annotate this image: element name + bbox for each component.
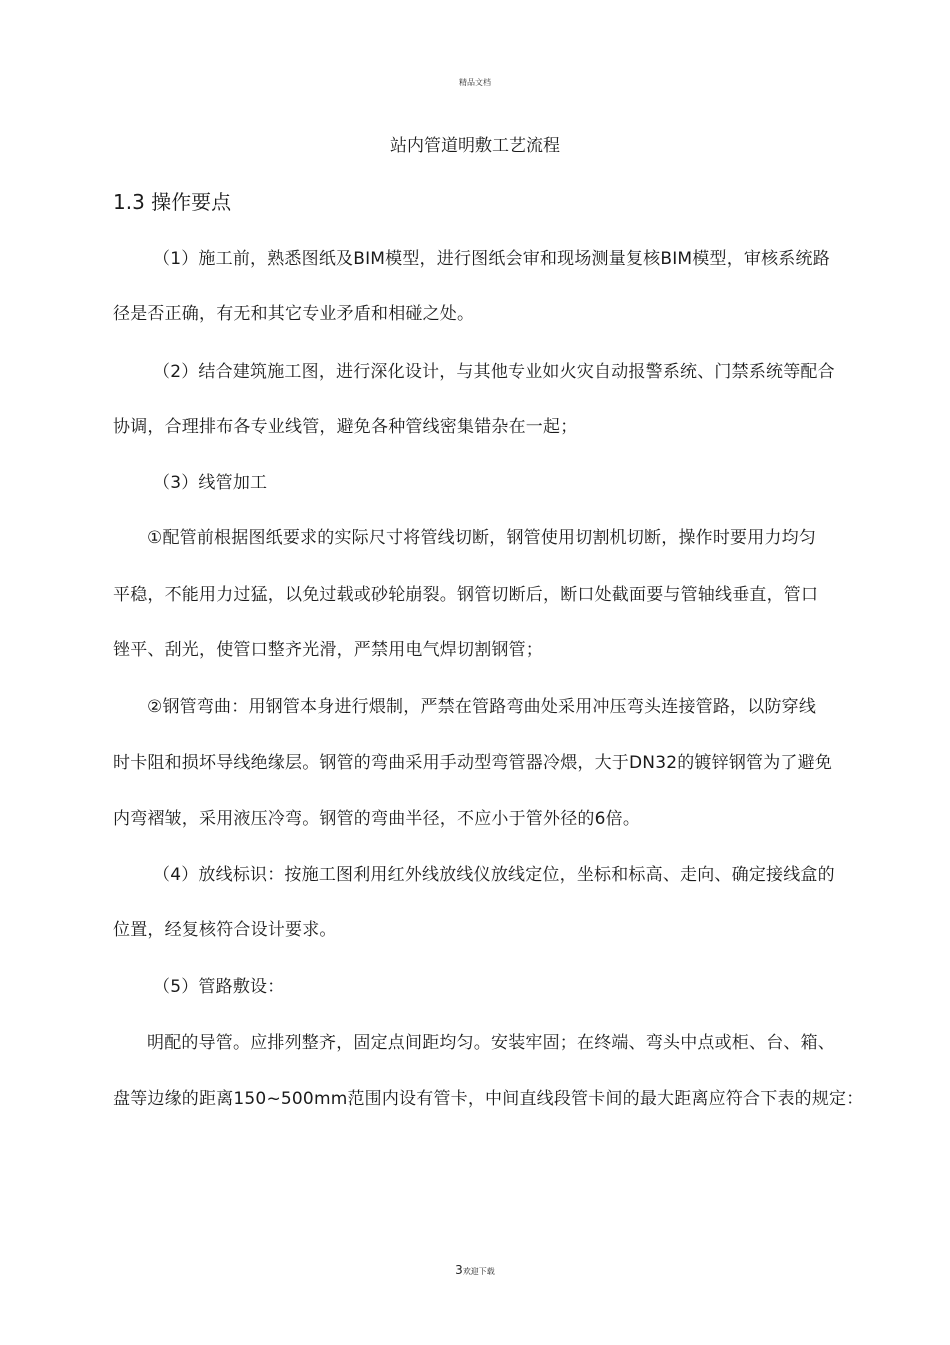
header-note: 精品文档: [459, 78, 491, 87]
paragraph-line: 位置，经复核符合设计要求。: [113, 920, 337, 940]
paragraph-line: ②钢管弯曲：用钢管本身进行煨制，严禁在管路弯曲处采用冲压弯头连接管路，以防穿线: [147, 697, 817, 717]
page-footer: [0, 1263, 950, 1277]
paragraph-line: ①配管前根据图纸要求的实际尺寸将管线切断，钢管使用切割机切断，操作时要用力均匀: [147, 528, 817, 548]
paragraph-line: 明配的导管。应排列整齐，固定点间距均匀。安装牢固；在终端、弯头中点或柜、台、箱、: [147, 1033, 835, 1053]
paragraph-line: 时卡阻和损坏导线绝缘层。钢管的弯曲采用手动型弯管器冷煨，大于DN32的镀锌钢管为了避免: [113, 753, 833, 773]
paragraph-line: （2）结合建筑施工图，进行深化设计，与其他专业如火灾自动报警系统、门禁系统等配合: [153, 362, 835, 382]
paragraph-line: 盘等边缘的距离150~500mm范围内设有管卡，中间直线段管卡间的最大距离应符合下表的规定：: [113, 1089, 864, 1109]
document-title: 站内管道明敷工艺流程: [390, 136, 560, 156]
paragraph-line: （5）管路敷设：: [153, 977, 285, 997]
paragraph-line: （1）施工前，熟悉图纸及BIM模型，进行图纸会审和现场测量复核BIM模型，审核系统路: [153, 249, 830, 269]
paragraph-line: 锉平、刮光，使管口整齐光滑，严禁用电气焊切割钢管；: [113, 640, 543, 660]
paragraph-line: （3）线管加工: [153, 473, 268, 493]
download-note: 欢迎下载: [462, 1267, 495, 1276]
section-heading: 1.3 操作要点: [113, 190, 232, 214]
paragraph-line: 平稳，不能用力过猛，以免过载或砂轮崩裂。钢管切断后，断口处截面要与管轴线垂直，管口: [113, 585, 819, 605]
paragraph-line: 内弯褶皱，采用液压冷弯。钢管的弯曲半径，不应小于管外径的6倍。: [113, 809, 641, 829]
paragraph-line: 径是否正确，有无和其它专业矛盾和相碰之处。: [113, 304, 475, 324]
page-number: 3: [455, 1263, 463, 1277]
paragraph-line: （4）放线标识：按施工图利用红外线放线仪放线定位，坐标和标高、走向、确定接线盒的: [153, 865, 835, 885]
paragraph-line: 协调，合理排布各专业线管，避免各种管线密集错杂在一起；: [113, 417, 578, 437]
